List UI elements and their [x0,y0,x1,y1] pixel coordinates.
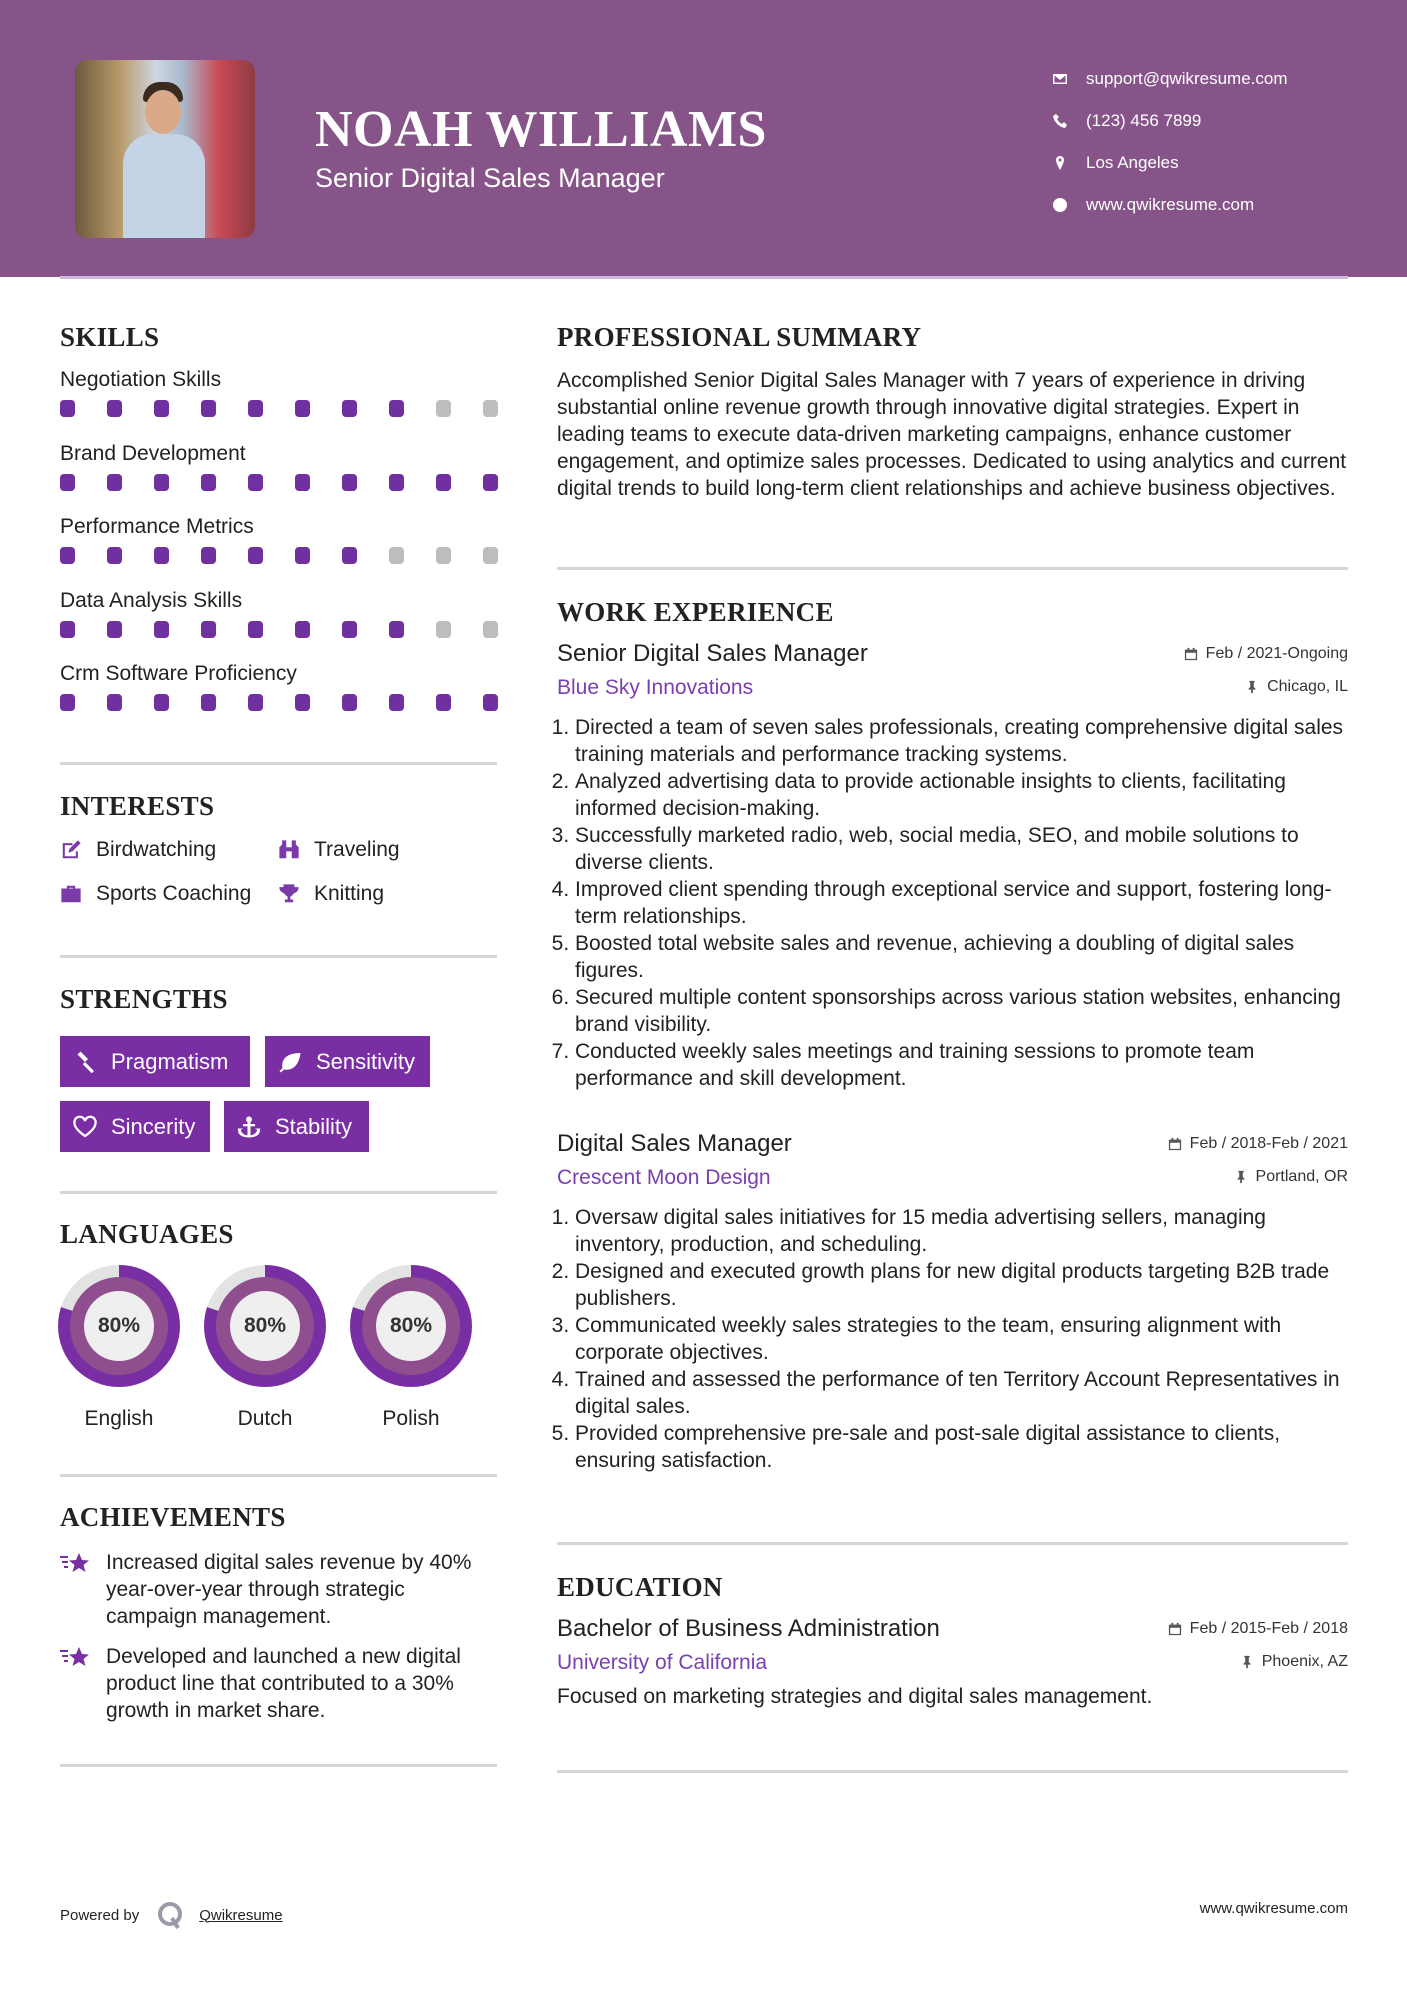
rating-dot [295,547,310,564]
job-bullet: 1. Oversaw digital sales initiatives for 15 media advertising sellers, managing inventory, production, and scheduling. [575,1204,1348,1258]
rating-dot [295,621,310,638]
language-label: English [84,1407,154,1430]
skill-label: Crm Software Proficiency [60,662,297,686]
skill-label: Performance Metrics [60,515,254,539]
interest-label: Birdwatching [96,838,217,861]
location-text: Chicago, IL [1267,678,1348,695]
phone-icon [1052,113,1068,129]
leaf-icon [278,1050,302,1074]
job-bullet: 5. Provided comprehensive pre-sale and post-sale digital assistance to clients, ensuring satisfaction. [575,1420,1348,1474]
anchor-icon [237,1115,261,1139]
rating-dot [248,621,263,638]
divider [557,1542,1348,1545]
divider [60,1191,497,1194]
pushpin-icon [1240,1655,1254,1669]
divider [557,1770,1348,1773]
rating-dot [107,400,122,417]
job-bullets [557,714,1348,1092]
skill-rating [60,547,500,564]
strength-tag [60,1101,210,1152]
skill-label: Negotiation Skills [60,368,222,391]
contact-list [1052,58,1288,226]
rating-dot [201,474,216,491]
language-percent: 80% [230,1291,300,1361]
education-entry [557,1615,1348,1710]
job-bullet: 2. Analyzed advertising data to provide actionable insights to clients, facilitating informed decision-making. [575,768,1348,822]
job-bullet: 6. Secured multiple content sponsorships across various station websites, enhancing brand visibility. [575,984,1348,1038]
job-entry [557,640,1348,1092]
contact-website[interactable] [1052,184,1288,226]
language-proficiency-ring [58,1265,180,1387]
language-proficiency-ring [350,1265,472,1387]
rating-dot [154,400,169,417]
pushpin-icon [1234,1170,1248,1184]
rating-dot [248,474,263,491]
powered-by-text: Powered by [60,1906,140,1924]
rating-dot [389,694,404,711]
rating-dot [107,694,122,711]
rating-dot [248,694,263,711]
education-location [1240,1653,1348,1671]
achievement-text: Increased digital sales revenue by 40% year-over-year through strategic campaign management. [106,1551,472,1628]
summary-text: Accomplished Senior Digital Sales Manager with 7 years of experience in driving substantial online revenue growth through innovative digital strategies. Expert in leading teams to execute data-driven marketing campaigns, enhance customer engagement, and optimize sales processes. Dedicated to using analytics and current digital trends to build long-term client relationships and achieve business objectives. [557,369,1347,500]
envelope-icon [1052,71,1068,87]
language-proficiency-ring [204,1265,326,1387]
rating-dot [60,474,75,491]
calendar-icon [1184,647,1198,661]
language-label: Dutch [237,1407,293,1430]
skill-rating [60,621,500,638]
languages-heading: LANGUAGES [60,1219,234,1249]
rating-dot [436,694,451,711]
job-bullet: 3. Communicated weekly sales strategies to the team, ensuring alignment with corporate objectives. [575,1312,1348,1366]
contact-phone [1052,100,1288,142]
language-label: Polish [382,1407,440,1430]
contact-text: support@qwikresume.com [1086,69,1288,88]
job-bullet: 4. Improved client spending through exceptional service and support, fostering long-term relationships. [575,876,1348,930]
language-item [350,1265,472,1431]
experience-heading: WORK EXPERIENCE [557,597,834,627]
contact-text: Los Angeles [1086,153,1179,172]
rating-dot [342,547,357,564]
job-title: Digital Sales Manager [557,1130,792,1157]
interest-label: Sports Coaching [96,882,252,905]
divider [60,1764,497,1767]
star-icon [60,1551,90,1577]
rating-dot [154,694,169,711]
binoculars-icon [278,839,300,861]
company-name: Crescent Moon Design [557,1166,771,1189]
rating-dot [201,621,216,638]
divider [557,567,1348,570]
job-bullet: 4. Trained and assessed the performance of ten Territory Account Representatives in digital sales. [575,1366,1348,1420]
location-text: Phoenix, AZ [1261,1653,1348,1670]
rating-dot [201,694,216,711]
language-item [58,1265,180,1431]
skill-label: Data Analysis Skills [60,588,243,612]
skill-label: Brand Development [60,441,246,465]
rating-dot [389,474,404,491]
achievement-item [60,1549,500,1630]
rating-dot [248,400,263,417]
rating-dot [201,400,216,417]
header [0,0,1407,277]
globe-icon [1052,197,1068,213]
rating-dot [483,400,498,417]
divider [60,762,497,765]
strength-tag [224,1101,369,1152]
pushpin-icon [1245,680,1259,694]
job-bullet: 7. Conducted weekly sales meetings and training sessions to promote team performance and skill development. [575,1038,1348,1092]
rating-dot [201,547,216,564]
location-text: Portland, OR [1255,1168,1348,1185]
footer-website-text: www.qwikresume.com [1199,1900,1348,1917]
contact-text: www.qwikresume.com [1086,195,1255,214]
date-text: Feb / 2021-Ongoing [1205,645,1348,662]
rating-dot [389,547,404,564]
rating-dot [295,400,310,417]
summary-heading: PROFESSIONAL SUMMARY [557,322,922,352]
candidate-title: Senior Digital Sales Manager [315,163,665,193]
edit-icon [60,839,82,861]
map-marker-icon [1052,155,1068,171]
rating-dot [436,474,451,491]
job-date [1184,645,1348,663]
school: University of California [557,1651,768,1674]
company-name: Blue Sky Innovations [557,676,754,699]
language-percent: 80% [376,1291,446,1361]
skill-item [60,368,500,417]
job-location [1234,1168,1348,1186]
divider [60,955,497,958]
header-divider [60,276,1348,279]
contact-text: (123) 456 7899 [1086,111,1202,130]
rating-dot [483,621,498,638]
skills-heading: SKILLS [60,322,160,352]
rating-dot [248,547,263,564]
rating-dot [342,474,357,491]
interest-item [60,838,216,862]
candidate-name: NOAH WILLIAMS [315,101,767,158]
skill-rating [60,400,500,417]
briefcase-icon [60,883,82,905]
rating-dot [60,547,75,564]
contact-email[interactable] [1052,58,1288,100]
profile-photo [75,60,255,238]
rating-dot [436,400,451,417]
rating-dot [483,474,498,491]
job-bullet: 2. Designed and executed growth plans for new digital products targeting B2B trade publishers. [575,1258,1348,1312]
qwikresume-logo-icon [155,1900,185,1930]
language-percent: 80% [84,1291,154,1361]
job-title: Senior Digital Sales Manager [557,640,868,667]
strength-label: Pragmatism [111,1048,229,1074]
rating-dot [389,621,404,638]
skill-item [60,662,500,711]
skill-item [60,442,500,491]
skill-rating [60,694,500,711]
star-icon [60,1645,90,1671]
rating-dot [295,694,310,711]
rating-dot [342,694,357,711]
interest-item [278,882,384,906]
strength-label: Sincerity [111,1113,196,1139]
rating-dot [154,547,169,564]
rating-dot [295,474,310,491]
qwikresume-link[interactable]: Qwikresume [199,1906,283,1924]
rating-dot [60,694,75,711]
date-text: Feb / 2015-Feb / 2018 [1189,1620,1348,1637]
language-item [204,1265,326,1431]
job-entry [557,1130,1348,1474]
education-heading: EDUCATION [557,1572,723,1602]
rating-dot [342,621,357,638]
job-bullet: 1. Directed a team of seven sales professionals, creating comprehensive digital sales training materials and performance tracking systems. [575,714,1348,768]
job-bullet: 3. Successfully marketed radio, web, social media, SEO, and mobile solutions to diverse clients. [575,822,1348,876]
rating-dot [483,547,498,564]
calendar-icon [1168,1137,1182,1151]
footer-website[interactable] [1200,1900,1348,1917]
rating-dot [107,547,122,564]
strengths-heading: STRENGTHS [60,984,228,1014]
education-description: Focused on marketing strategies and digital sales management. [557,1685,1153,1708]
calendar-icon [1168,1622,1182,1636]
achievement-text: Developed and launched a new digital product line that contributed to a 30% growth in market share. [106,1645,461,1722]
trophy-icon [278,883,300,905]
footer-powered [60,1900,283,1930]
achievement-item [60,1643,500,1724]
interest-label: Traveling [314,838,400,861]
job-bullet: 5. Boosted total website sales and revenue, achieving a doubling of digital sales figures. [575,930,1348,984]
achievements-heading: ACHIEVEMENTS [60,1502,286,1532]
divider [60,1474,497,1477]
strength-label: Stability [275,1113,353,1139]
interests-heading: INTERESTS [60,791,215,821]
heart-icon [73,1115,97,1139]
rating-dot [436,621,451,638]
contact-location [1052,142,1288,184]
strength-tag [265,1036,430,1087]
rating-dot [60,621,75,638]
interest-item [60,882,251,906]
skill-item [60,589,500,638]
job-bullets [557,1204,1348,1474]
rating-dot [154,621,169,638]
interest-item [278,838,400,862]
strength-tag [60,1036,250,1087]
rating-dot [107,474,122,491]
job-location [1245,678,1348,696]
degree: Bachelor of Business Administration [557,1615,940,1642]
rating-dot [107,621,122,638]
strength-label: Sensitivity [316,1048,416,1074]
rating-dot [389,400,404,417]
rating-dot [154,474,169,491]
rating-dot [60,400,75,417]
skill-item [60,515,500,564]
skill-rating [60,474,500,491]
date-text: Feb / 2018-Feb / 2021 [1189,1135,1348,1152]
education-date [1168,1620,1348,1638]
rating-dot [483,694,498,711]
interest-label: Knitting [314,882,385,905]
gavel-icon [73,1050,97,1074]
rating-dot [342,400,357,417]
job-date [1168,1135,1348,1153]
rating-dot [436,547,451,564]
